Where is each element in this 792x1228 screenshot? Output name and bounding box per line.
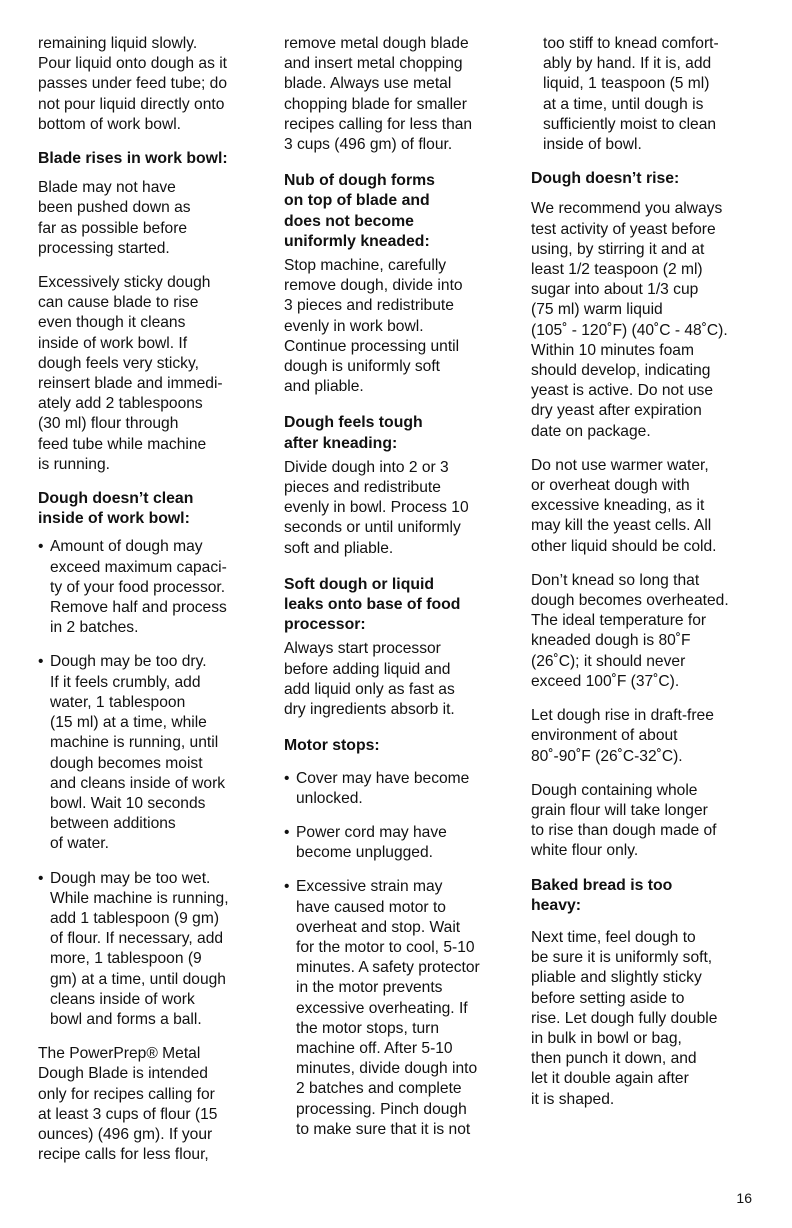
bullet-item: • Excessive strain may have caused motor to overheat and stop. Wait for the motor to cool, 5-10 minutes. A safety protector in the motor prevents excessive overheating. If the motor stops, turn machine off. After 5-10 minutes, divide dough into 2 batches and complete processing. Pinch dough to make sure that it is not bbox=[284, 878, 480, 1138]
bullet-icon: • bbox=[284, 769, 290, 787]
heading-nub-of-dough: Nub of dough forms on top of blade and does not become uniformly kneaded: bbox=[284, 172, 435, 250]
page-number: 16 bbox=[736, 1190, 752, 1206]
bullet-item: • Dough may be too dry. If it feels crumbly, add water, 1 tablespoon (15 ml) at a time, while machine is running, until dough becomes moist and cleans inside of work bowl. Wait 10 seconds between additions of water. bbox=[38, 653, 226, 853]
heading-soft-dough-leaks: Soft dough or liquid leaks onto base of food processor: bbox=[284, 575, 461, 634]
paragraph: too stiff to knead comfort- ably by hand. If it is, add liquid, 1 teaspoon (5 ml) at a time, until dough is sufficiently moist to clean inside of bowl. bbox=[543, 35, 719, 154]
paragraph: The PowerPrep® Metal Dough Blade is intended only for recipes calling for at least 3 cups of flour (15 ounces) (496 gm). If your recipe calls for less flour, bbox=[38, 1045, 218, 1164]
column-3 bbox=[531, 34, 771, 1110]
paragraph: Blade may not have been pushed down as far as possible before processing started. bbox=[38, 179, 191, 257]
bullet-item: • Amount of dough may exceed maximum capaci- ty of your food processor. Remove half and process in 2 batches. bbox=[38, 538, 227, 637]
bullet-item: • Power cord may have become unplugged. bbox=[284, 823, 447, 862]
heading-bread-too-heavy: Baked bread is too heavy: bbox=[531, 876, 673, 914]
bullet-icon: • bbox=[38, 538, 44, 556]
column-2 bbox=[284, 34, 524, 1140]
heading-blade-rises: Blade rises in work bowl: bbox=[38, 150, 228, 168]
heading-motor-stops: Motor stops: bbox=[284, 737, 380, 755]
paragraph: Divide dough into 2 or 3 pieces and redistribute evenly in bowl. Process 10 seconds or until uniformly soft and pliable. bbox=[284, 458, 469, 557]
bullet-icon: • bbox=[284, 823, 290, 841]
paragraph: We recommend you always test activity of yeast before using, by stirring it and at least 1/2 teaspoon (2 ml) sugar into about 1/3 cup (75 ml) warm liquid (105˚ - 120˚F) (40˚C - 48˚C). Within 10 minutes foam should develop, indicating yeast is active. Do not use dry yeast after expiration date on package. bbox=[531, 200, 728, 440]
paragraph: Next time, feel dough to be sure it is uniformly soft, pliable and slightly sticky before setting aside to rise. Let dough fully double in bulk in bowl or bag, then punch it down, and let it double again after it is shaped. bbox=[531, 928, 718, 1108]
paragraph: Stop machine, carefully remove dough, divide into 3 pieces and redistribute evenly in work bowl. Continue processing until dough is uniformly soft and pliable. bbox=[284, 257, 463, 396]
heading-dough-doesnt-rise: Dough doesn’t rise: bbox=[531, 170, 680, 188]
paragraph: Dough containing whole grain flour will take longer to rise than dough made of white flour only. bbox=[531, 781, 717, 860]
bullet-item: • Cover may have become unlocked. bbox=[284, 769, 470, 807]
heading-dough-not-clean: Dough doesn’t clean inside of work bowl: bbox=[38, 490, 194, 528]
paragraph: Don’t knead so long that dough becomes overheated. The ideal temperature for kneaded dough is 80˚F (26˚C); it should never exceed 100˚F (37˚C). bbox=[531, 571, 729, 690]
heading-dough-tough: Dough feels tough after kneading: bbox=[284, 414, 423, 452]
column-1 bbox=[38, 34, 268, 1165]
bullet-icon: • bbox=[38, 869, 44, 887]
paragraph: Excessively sticky dough can cause blade to rise even though it cleans inside of work bowl. If dough feels very sticky, reinsert blade and immedi- ately add 2 tablespoons (30 ml) flour through feed tube while machine is running. bbox=[38, 274, 223, 473]
bullet-icon: • bbox=[284, 878, 290, 896]
paragraph: Always start processor before adding liquid and add liquid only as fast as dry ingredients absorb it. bbox=[284, 640, 455, 719]
paragraph: Do not use warmer water, or overheat dough with excessive kneading, as it may kill the yeast cells. All other liquid should be cold. bbox=[531, 456, 717, 555]
bullet-item: • Dough may be too wet. While machine is running, add 1 tablespoon (9 gm) of flour. If necessary, add more, 1 tablespoon (9 gm) at a time, until dough cleans inside of work bowl and forms a ball. bbox=[38, 869, 229, 1028]
paragraph: remaining liquid slowly. Pour liquid onto dough as it passes under feed tube; do not pour liquid directly onto bottom of work bowl. bbox=[38, 35, 227, 133]
paragraph: remove metal dough blade and insert metal chopping blade. Always use metal chopping blade for smaller recipes calling for less than 3 cups (496 gm) of flour. bbox=[284, 35, 473, 154]
paragraph: Let dough rise in draft-free environment of about 80˚-90˚F (26˚C-32˚C). bbox=[531, 707, 714, 765]
bullet-icon: • bbox=[38, 653, 44, 671]
